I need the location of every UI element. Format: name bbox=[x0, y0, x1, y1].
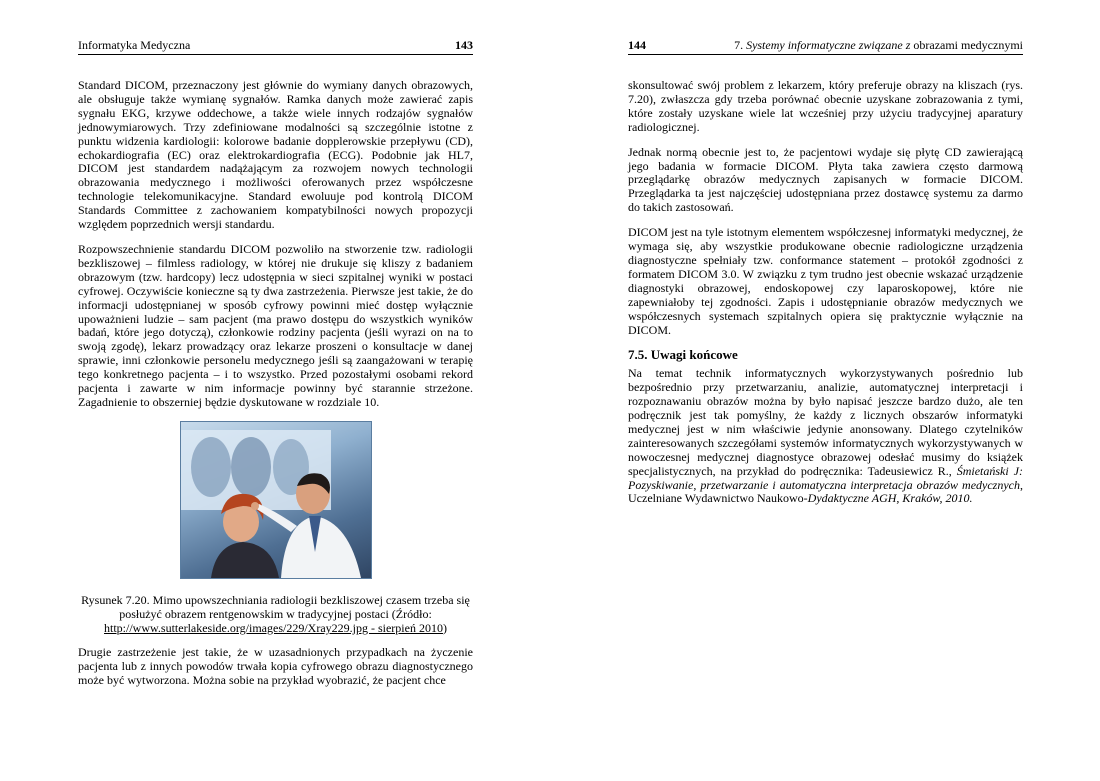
figure-caption-end: ) bbox=[442, 620, 447, 635]
running-title bbox=[734, 38, 1023, 52]
left-page-body bbox=[78, 79, 473, 699]
right-page-body bbox=[628, 79, 1023, 517]
right-page bbox=[628, 0, 1023, 781]
page-number: 143 bbox=[455, 38, 473, 52]
section-heading: 7.5. Uwagi końcowe bbox=[628, 347, 738, 363]
paragraph bbox=[628, 367, 1023, 506]
paragraph: DICOM jest na tyle istotnym elementem współczesnej informatyki medycznej, że wymaga się, aby wszystkie produkowane obecnie radiologiczne urządzenia diagnostyczne spełniały tzw. conformance statement – protokół zgodności z formatem DICOM 3.0. W związku z tym trudno jest obecnie wskazać urządzenie diagnostyki obrazowej, endoskopowej czy laparoskopowej, które nie zapewniałoby tej zgodności. Zapis i udostępnianie obrazów medycznych we współczesnych systemach szpitalnych opiera się praktycznie wyłącznie na DICOM. bbox=[628, 225, 1023, 337]
running-title-italic: Systemy informatyczne związane z bbox=[746, 38, 914, 52]
paragraph: Jednak normą obecnie jest to, że pacjentowi wydaje się płytę CD zawierającą jego badania w formacie DICOM. Płyta taka zawiera często darmową przeglądarkę obrazów medycznych zapisanych w formacie DICOM. Przeglądarka ta jest najczęściej udostępniana przez dostawcę systemu za darmo do takich zastosowań. bbox=[628, 144, 1023, 215]
paragraph: skonsultować swój problem z lekarzem, który preferuje obrazy na kliszach (rys. 7.20), zwłaszcza gdy trzeba porównać obecnie uzyskane zobrazowania z tymi, które zostały uzyskane wiele lat wcześniej przy użyciu tradycyjnej aparatury radiologicznej. bbox=[628, 78, 1023, 134]
left-page bbox=[78, 0, 473, 781]
running-title-prefix: 7. bbox=[734, 38, 747, 52]
paragraph-text-mid: , Uczelniane Wydawnictwo Naukowo- bbox=[628, 477, 1023, 506]
xray-photo-illustration bbox=[181, 422, 371, 578]
publisher-italic: Dydaktyczne AGH, Kraków, 2010. bbox=[807, 491, 973, 506]
xray-photo-figure bbox=[180, 421, 372, 579]
running-title-suffix: obrazami medycznymi bbox=[913, 38, 1023, 52]
figure-caption bbox=[78, 593, 473, 635]
left-page-header bbox=[78, 38, 473, 55]
page-number: 144 bbox=[628, 38, 646, 52]
paragraph-text: Na temat technik informatycznych wykorzystywanych pośrednio lub bezpośrednio przy przetwarzaniu, analizie, automatycznej interpretacji i rozpoznawaniu obrazów można by było napisać jeszcze bardzo dużo, ale ten podręcznik jest tak pomyślny, że każdy z licznych obszarów informatyki medycznej jest w nim właściwie jedynie anonsowany. Dlatego czytelników zainteresowanych szczegółami systemów informatycznych wykorzystywanych w nowoczesnej medycznej diagnostyce obrazowej odesłać musimy do książek specjalistycznych, na przykład do podręcznika: Tadeusiewicz R., bbox=[628, 366, 1023, 478]
paragraph: Rozpowszechnienie standardu DICOM pozwoliło na stworzenie tzw. radiologii bezkliszowej – filmless radiology, w której nie drukuje się kliszy z badaniem obrazowym (tzw. hardcopy) lecz udostępnia w sieci szpitalnej wyniki w postaci cyfrowej. Oczywiście konieczne są ty dwa zastrzeżenia. Pierwsze jest takie, że do informacji udostępnianej w sposób cyfrowy powinni mieć dostęp wyłącznie upoważnieni ludzie – sam pacjent (ma prawo dostępu do wszystkich wyników badań, które jego dotyczą), członkowie rodziny pacjenta (jeśli wyrazi on na to swoją zgodę), lekarz prowadzący oraz lekarze proszeni o konsultacje w danej sprawie, inni członkowie personelu medycznego jeśli są zaangażowani w terapię tego konkretnego pacjenta – i to wszystko. Przed pozostałymi osobami rekord pacjenta i zawarte w nim informacje powinny być starannie strzeżone. Zagadnienie to obszerniej będzie dyskutowane w rozdziale 10. bbox=[78, 241, 473, 409]
figure-source-link[interactable]: http://www.sutterlakeside.org/images/229/Xray229.jpg - sierpień 2010 bbox=[104, 620, 443, 635]
paragraph: Standard DICOM, przeznaczony jest głównie do wymiany danych obrazowych, ale obsługuje także wymianę sygnałów. Ramka danych może zawierać zapis sygnału EKG, krzywe oddechowe, a także wiele innych rodzajów sygnałów jednowymiarowych. Trzy zdefiniowane modalności są szczególnie istotne z punktu widzenia kardiologii: kolorowe badanie dopplerowskie przepływu (CD), echokardiografia (EC) oraz elektrokardiografia (ECG). Podobnie jak HL7, DICOM jest standardem nadążającym za rozwojem nowych technologii obrazowania medycznego i możliwości oferowanych przez współczesne technologie telekomunikacyjne. Standard ewoluuje pod kontrolą DICOM Standards Committee z zachowaniem kompatybilności nowych propozycji względem poprzednich wersji standardu. bbox=[78, 78, 473, 232]
paragraph: Drugie zastrzeżenie jest takie, że w uzasadnionych przypadkach na życzenie pacjenta lub z innych powodów trwała kopia cyfrowego obrazu diagnostycznego może być wytworzona. Można sobie na przykład wyobrazić, że pacjent chce bbox=[78, 644, 473, 687]
book-title-italic: Śmietański J: Pozyskiwanie, przetwarzanie i automatyczna interpretacja obrazów medycznych bbox=[628, 463, 1023, 492]
running-title: Informatyka Medyczna bbox=[78, 38, 191, 52]
figure-caption-text: Rysunek 7.20. Mimo upowszechniania radiologii bezkliszowej czasem trzeba się posłużyć obrazem rentgenowskim w tradycyjnej postaci (Źródło: bbox=[81, 592, 470, 621]
right-page-header bbox=[628, 38, 1023, 55]
